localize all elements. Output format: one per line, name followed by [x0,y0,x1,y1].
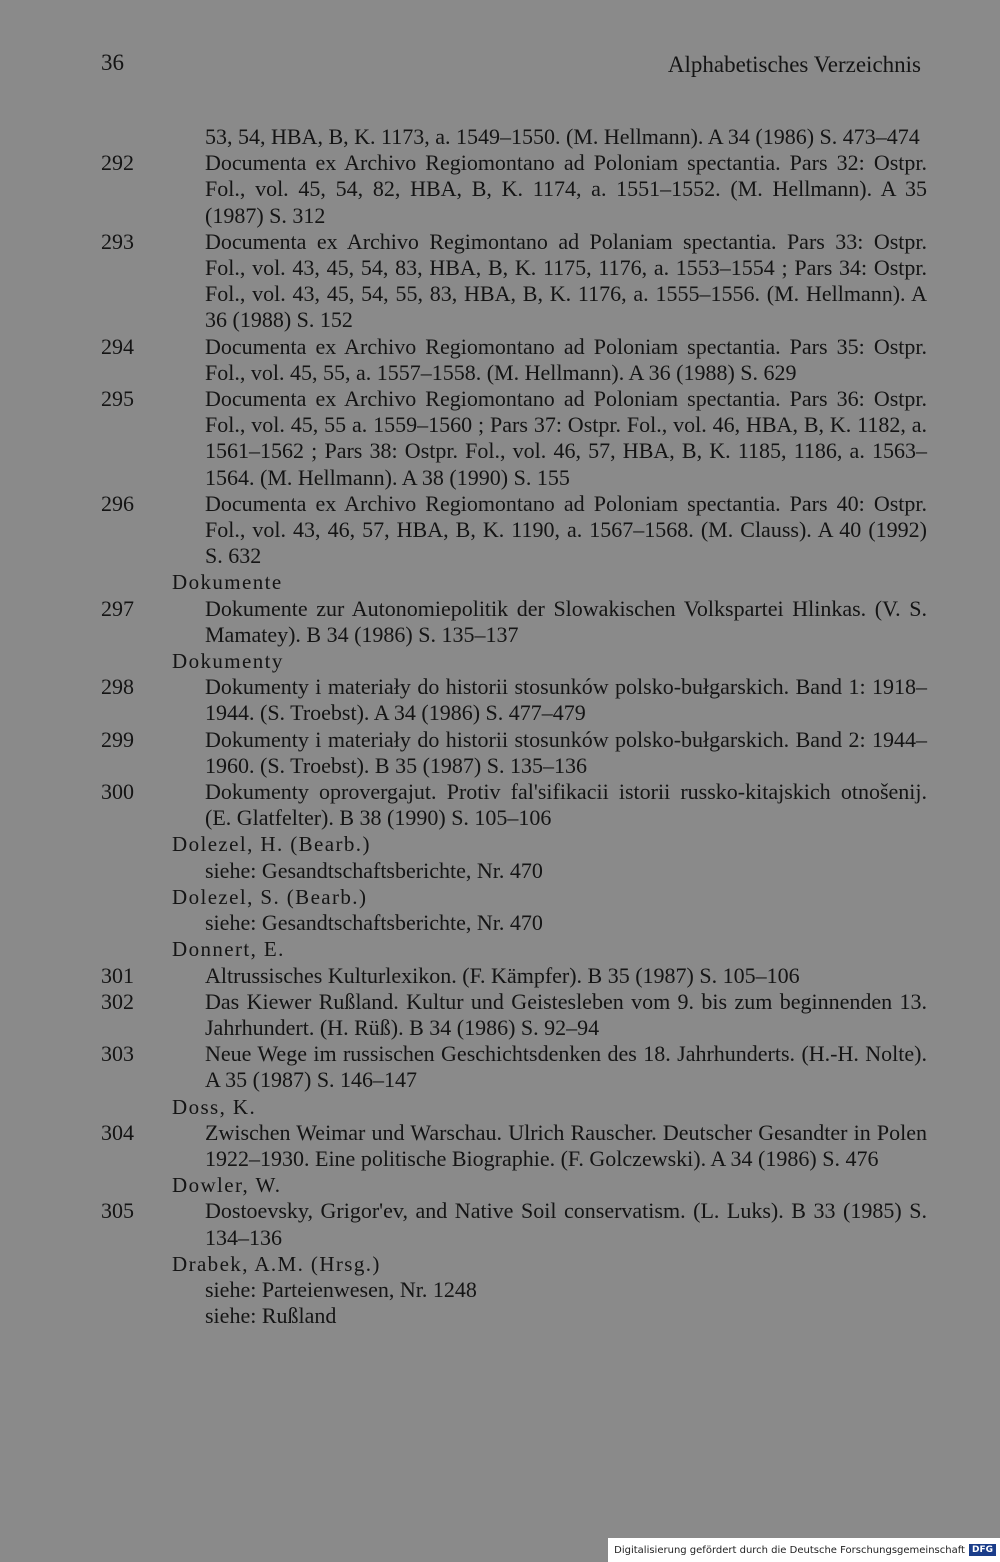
entry-number: 305 [101,1198,134,1224]
entry-text: 53, 54, HBA, B, K. 1173, a. 1549–1550. (M. Hellmann). A 34 (1986) S. 473–474 [205,124,920,149]
author-heading: Dokumenty [172,649,284,674]
index-entry [101,988,927,1041]
entry-number: 295 [101,386,134,412]
entry-number: 293 [101,228,134,254]
entry-number: 294 [101,333,134,359]
author-heading: Drabek, A.M. (Hrsg.) [172,1251,381,1276]
entry-number: 301 [101,962,134,988]
entry-number: 297 [101,595,134,621]
see-also-reference: siehe: Rußland [205,1303,337,1329]
index-entry [101,962,927,989]
author-heading: Dolezel, S. (Bearb.) [172,884,368,909]
page-number: 36 [101,50,124,75]
entry-text: Neue Wege im russischen Geschichtsdenken des 18. Jahrhunderts. (H.-H. Nolte). A 35 (1987) S. 146–147 [205,1041,927,1093]
entry-number: 296 [101,490,134,516]
see-also-reference: siehe: Gesandtschaftsberichte, Nr. 470 [205,857,543,883]
entry-text: Das Kiewer Rußland. Kultur und Geistesleben vom 9. bis zum beginnenden 13. Jahrhundert. (H. Rüß). B 34 (1986) S. 92–94 [205,988,927,1040]
running-title: Alphabetisches Verzeichnis [667,52,921,77]
entry-number: 303 [101,1041,134,1067]
index-entry [101,779,927,831]
author-heading: Dowler, W. [172,1173,282,1198]
entry-number: 300 [101,779,134,805]
author-heading: Donnert, E. [172,937,285,962]
entry-text: Dokumente zur Autonomiepolitik der Slowakischen Volkspartei Hlinkas. (V. S. Mamatey). B 34 (1986) S. 135–137 [205,595,927,647]
entry-text: Documenta ex Archivo Regiomontano ad Poloniam spectantia. Pars 35: Ostpr. Fol., vol. 45, 55, a. 1557–1558. (M. Hellmann). A 36 (1988) S. 629 [205,333,927,385]
entry-number: 298 [101,674,134,700]
entry-number: 299 [101,726,134,752]
index-entry [101,228,927,334]
entry-text: Altrussisches Kulturlexikon. (F. Kämpfer). B 35 (1987) S. 105–106 [205,962,800,988]
index-entry [101,386,927,491]
see-also-reference: siehe: Gesandtschaftsberichte, Nr. 470 [205,910,543,936]
entry-text: Documenta ex Archivo Regiomontano ad Poloniam spectantia. Pars 36: Ostpr. Fol., vol. 45, 55 a. 1559–1560 ; Pars 37: Ostpr. Fol., vol. 46, HBA, B, K. 1182, a. 1561–1562 ; Pars 38: Ostpr. Fol., vol. 46, 57, HBA, B, K. 1185, 1186, a. 1563–1564. (M. Hellmann). A 38 (1990) S. 155 [205,386,927,490]
index-entry [101,1119,927,1172]
digitization-footer [608,1538,1000,1562]
index-entry [101,1041,927,1093]
entry-text: Documenta ex Archivo Regiomontano ad Poloniam spectantia. Pars 32: Ostpr. Fol., vol. 45, 54, 82, HBA, B, K. 1174, a. 1551–1552. (M. Hellmann). A 35 (1987) S. 312 [205,150,927,228]
entry-text: Zwischen Weimar und Warschau. Ulrich Rauscher. Deutscher Gesandter in Polen 1922–1930. Eine politische Biographie. (F. Golczewski). A 34 (1986) S. 476 [205,1119,927,1171]
entry-number: 292 [101,150,134,176]
index-entry [101,490,927,570]
index-entry [205,124,927,150]
index-entry [101,1198,927,1250]
author-heading: Dolezel, H. (Bearb.) [172,832,371,857]
see-also-reference: siehe: Parteienwesen, Nr. 1248 [205,1276,477,1302]
entry-text: Dokumenty oprovergajut. Protiv fal'sifikacii istorii russko-kitajskich otnošenij. (E. Glatfelter). B 38 (1990) S. 105–106 [205,779,927,831]
entry-text: Documenta ex Archivo Regimontano ad Polaniam spectantia. Pars 33: Ostpr. Fol., vol. 43, 45, 54, 83, HBA, B, K. 1175, 1176, a. 1553–1554 ; Pars 34: Ostpr. Fol., vol. 43, 45, 54, 55, 83, HBA, B, K. 1176, a. 1555–1556. (M. Hellmann). A 36 (1988) S. 152 [205,228,927,333]
index-entry [101,674,927,726]
index-entries [0,124,1000,1329]
entry-number: 302 [101,988,134,1014]
index-entry [101,150,927,229]
entry-text: Dostoevsky, Grigor'ev, and Native Soil conservatism. (L. Luks). B 33 (1985) S. 134–136 [205,1198,927,1250]
index-entry [101,595,927,648]
entry-text: Dokumenty i materiały do historii stosunków polsko-bułgarskich. Band 1: 1918–1944. (S. Troebst). A 34 (1986) S. 477–479 [205,674,927,726]
index-entry [101,333,927,386]
entry-number: 304 [101,1119,134,1145]
footer-text: Digitalisierung gefördert durch die Deutsche Forschungsgemeinschaft [614,1544,965,1556]
author-heading: Doss, K. [172,1094,257,1119]
entry-text: Documenta ex Archivo Regiomontano ad Poloniam spectantia. Pars 40: Ostpr. Fol., vol. 43, 46, 57, HBA, B, K. 1190, a. 1567–1568. (M. Clauss). A 40 (1992) S. 632 [205,490,927,569]
index-entry [101,726,927,779]
entry-text: Dokumenty i materiały do historii stosunków polsko-bułgarskich. Band 2: 1944–1960. (S. Troebst). B 35 (1987) S. 135–136 [205,726,927,778]
author-heading: Dokumente [172,570,283,595]
dfg-logo: DFG [969,1544,996,1556]
